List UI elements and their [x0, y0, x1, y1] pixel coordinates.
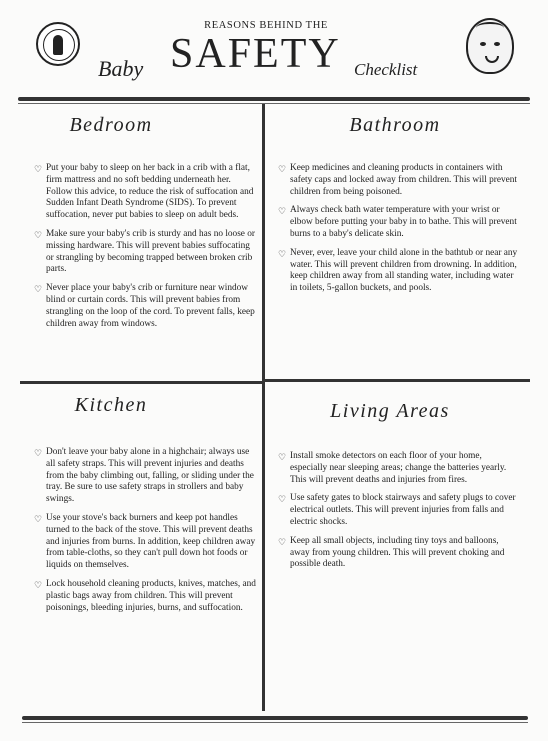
heart-outline-icon: ♡	[278, 536, 287, 547]
heart-outline-icon: ♡	[278, 494, 287, 505]
header-checklist: Checklist	[354, 60, 418, 79]
baby-face-icon	[466, 18, 514, 74]
header-kicker: REASONS BEHIND THE	[204, 20, 328, 31]
list-item: ♡ Keep all small objects, including tiny toys and balloons, away from young children. This will prevent choking and possible death.	[278, 535, 505, 570]
right-divider	[265, 379, 530, 382]
heart-outline-icon: ♡	[278, 248, 287, 259]
heart-outline-icon: ♡	[34, 284, 43, 295]
heart-outline-icon: ♡	[278, 452, 287, 462]
list-item: ♡ Use your stove's back burners and keep pot handles turned to the back of the stove. This will prevent deaths and injuries from burns. In addition, keep children away from table-cloths, so they can't pull down hot foods or liquids on themselves.	[34, 512, 256, 571]
section-bedroom	[26, 110, 256, 337]
section-title: Bathroom	[349, 114, 441, 136]
list-item: ♡ Install smoke detectors on each floor of your home, especially near sleeping areas; change the batteries yearly. This will prevent deaths and injuries from fires.	[278, 451, 507, 485]
bottom-rule-thin	[22, 722, 528, 723]
list-item: ♡ Always check bath water temperature with your wrist or elbow before putting your baby in to bathe. This will prevent burns to a baby's delicate skin.	[278, 205, 517, 239]
heart-outline-icon: ♡	[34, 448, 43, 458]
list-item: ♡ Lock household cleaning products, knives, matches, and plastic bags away from children. This will prevent poisonings, bleeding injuries, burns, and suffocation.	[34, 578, 256, 613]
left-divider	[20, 381, 263, 384]
heart-outline-icon: ♡	[34, 164, 43, 174]
heart-outline-icon: ♡	[34, 229, 43, 240]
header-safety: SAFETY	[170, 31, 341, 77]
heart-outline-icon: ♡	[34, 513, 43, 524]
heart-outline-icon: ♡	[278, 164, 287, 174]
list-item: ♡ Make sure your baby's crib is sturdy and has no loose or missing hardware. This will prevent babies suffocating or strangling by becoming trapped between broken crib parts.	[34, 228, 256, 275]
section-bathroom	[270, 110, 520, 302]
section-title: Bedroom	[69, 114, 153, 136]
list-item: ♡ Never place your baby's crib or furniture near window blind or curtain cords. This will prevent babies from strangling on the loop of the cord. To prevent falls, keep children away from windows.	[34, 283, 255, 329]
organization-seal-icon	[36, 22, 80, 66]
section-title: Living Areas	[330, 400, 450, 422]
heart-outline-icon: ♡	[34, 579, 43, 590]
list-item: ♡ Don't leave your baby alone in a highchair; always use all safety straps. This will prevent injuries and deaths from the baby climbing out, falling, or sliding under the tray. Be sure to use safety straps in strollers and baby swings.	[34, 447, 254, 505]
top-rule-thin	[18, 103, 530, 104]
list-item: ♡ Use safety gates to block stairways and safety plugs to cover electrical outlets. This will prevent injuries from falls and electric shocks.	[278, 493, 516, 527]
section-title: Kitchen	[74, 394, 148, 416]
section-kitchen	[26, 388, 256, 621]
header-baby: Baby	[98, 56, 144, 81]
list-item: ♡ Keep medicines and cleaning products in containers with safety caps and locked away from children. This will prevent children from being poisoned.	[278, 163, 518, 197]
top-rule	[18, 97, 530, 101]
list-item: ♡ Put your baby to sleep on her back in a crib with a flat, firm mattress and no soft bedding underneath her. Follow this advice, to reduce the risk of suffocation and Sudden Infant Death Syndrome (SIDS). To prevent suffocation, never put babies to sleep on adult beds.	[34, 163, 254, 221]
list-item: ♡ Never, ever, leave your child alone in the bathtub or near any water. This will prevent children from drowning. In addition, keep children away from all standing water, including water in toilets, 5-gallon buckets, and pools.	[278, 247, 518, 294]
heart-outline-icon: ♡	[278, 206, 287, 217]
bottom-rule	[22, 716, 528, 720]
section-living-areas	[270, 388, 520, 578]
